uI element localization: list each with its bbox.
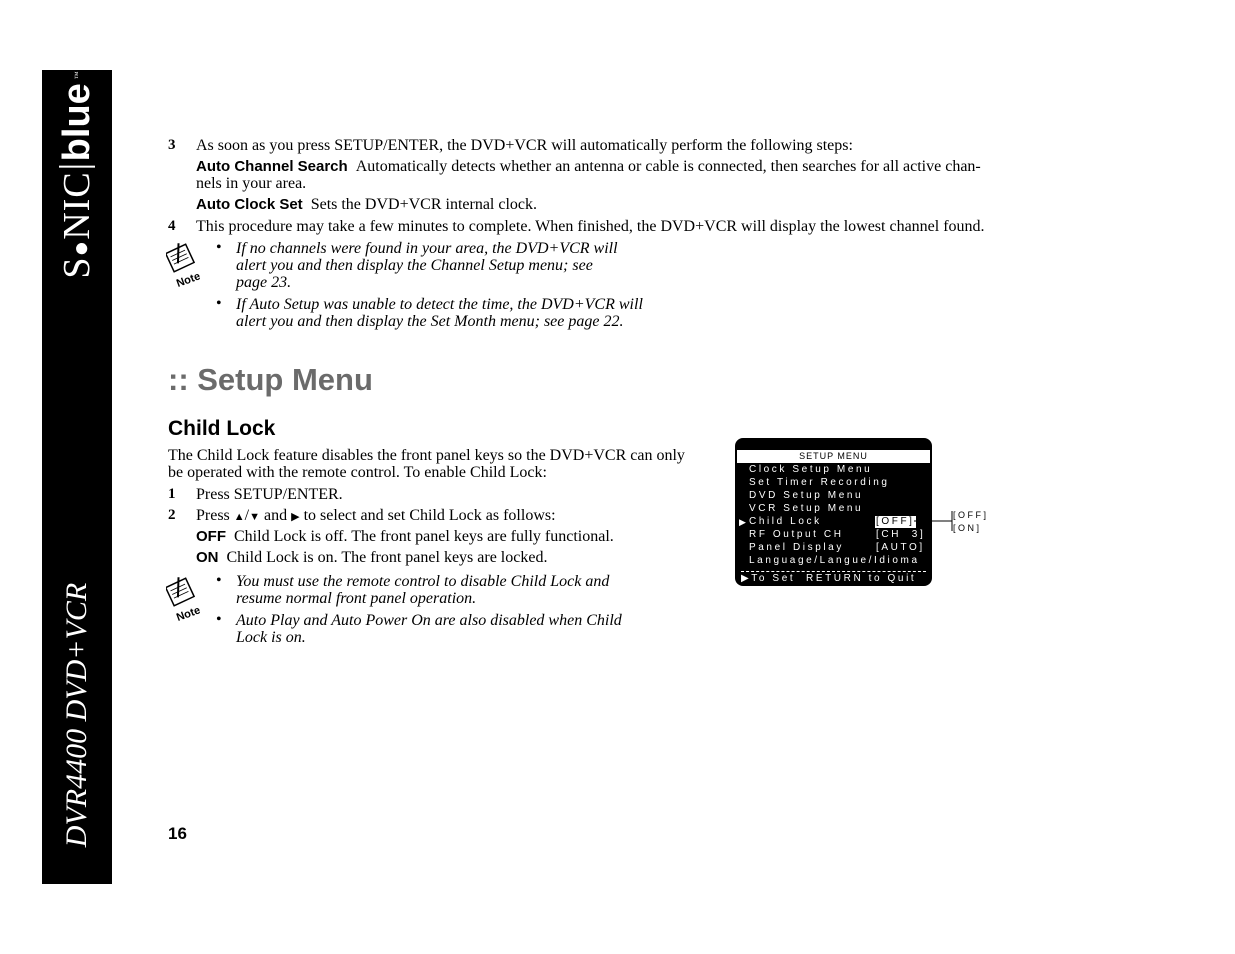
setup-menu-title: SETUP MENU: [737, 450, 930, 463]
child-lock-value: [OFF]: [876, 516, 915, 527]
callout-connector: [914, 508, 954, 534]
page-number: 16: [168, 824, 187, 843]
panel-display-value: [AUTO]: [876, 542, 925, 553]
setup-menu-screen: [735, 438, 932, 586]
off-option: OFF Child Lock is off. The front panel keys are fully functional.: [196, 528, 614, 545]
intro-text: The Child Lock feature disables the front panel keys so the DVD+VCR can only be operated with the remote control. To enable Child Lock:: [168, 447, 685, 481]
auto-clock-set: Auto Clock Set Sets the DVD+VCR internal clock.: [196, 196, 538, 213]
step-4-number: 4: [168, 218, 176, 234]
menu-item: DVD Setup Menu: [749, 490, 864, 501]
rf-output-value: [CH 3]: [876, 529, 926, 540]
section-title: :: Setup Menu: [168, 362, 373, 397]
menu-item: Clock Setup Menu: [749, 464, 873, 475]
divider: [741, 571, 926, 572]
step-4-text: This procedure may take a few minutes to complete. When finished, the DVD+VCR will display the lowest channel found.: [196, 218, 985, 235]
bullet: •: [216, 572, 222, 589]
cursor-arrow-icon: ▶: [739, 517, 746, 527]
option-on: [ON]: [953, 523, 982, 533]
subsection-title: Child Lock: [168, 417, 276, 440]
note-icon: [166, 240, 208, 293]
svg-text:Note: Note: [174, 604, 202, 622]
up-arrow-icon: ▲: [233, 511, 245, 523]
step-3-number: 3: [168, 137, 176, 153]
menu-item: RF Output CH: [749, 529, 844, 540]
cl-step-1-text: Press SETUP/ENTER.: [196, 486, 343, 503]
note1-item1: If no channels were found in your area, the DVD+VCR will alert you and then display the Channel Setup menu; see page 23.: [236, 240, 618, 291]
model-label: DVR4400 DVD+VCR: [60, 582, 93, 848]
option-off: [OFF]: [953, 510, 989, 520]
menu-item-child-lock: Child Lock: [749, 516, 822, 527]
note-icon: [166, 574, 208, 627]
on-option: ON Child Lock is on. The front panel keys are locked.: [196, 549, 548, 566]
note2-item1: You must use the remote control to disable Child Lock and resume normal front panel operation.: [236, 573, 610, 607]
bullet: •: [216, 239, 222, 256]
auto-channel-search-cont: nels in your area.: [196, 175, 307, 192]
bullet: •: [216, 295, 222, 312]
cl-step-2-number: 2: [168, 507, 176, 523]
menu-footer: ▶To Set RETURN to Quit: [741, 573, 917, 584]
step-3-text: As soon as you press SETUP/ENTER, the DVD+VCR will automatically perform the following steps:: [196, 137, 853, 154]
menu-item: VCR Setup Menu: [749, 503, 864, 514]
note1-item2: If Auto Setup was unable to detect the time, the DVD+VCR will alert you and then display the Set Month menu; see page 22.: [236, 296, 643, 330]
right-arrow-icon: ▶: [291, 511, 300, 523]
cl-step-1-number: 1: [168, 486, 176, 502]
menu-item: Language/Langue/Idioma: [749, 555, 920, 566]
brand-logo: S●NIC blue ™: [55, 71, 98, 279]
bullet: •: [216, 611, 222, 628]
menu-item: Panel Display: [749, 542, 844, 553]
down-arrow-icon: ▼: [249, 511, 261, 523]
svg-text:Note: Note: [174, 270, 202, 288]
auto-channel-search: Auto Channel Search Automatically detects whether an antenna or cable is connected, then searches for all active chan-: [196, 158, 981, 175]
cl-step-2-text: Press ▲/▼ and ▶ to select and set Child Lock as follows:: [196, 507, 556, 524]
note2-item2: Auto Play and Auto Power On are also disabled when Child Lock is on.: [236, 612, 622, 646]
menu-item: Set Timer Recording: [749, 477, 890, 488]
